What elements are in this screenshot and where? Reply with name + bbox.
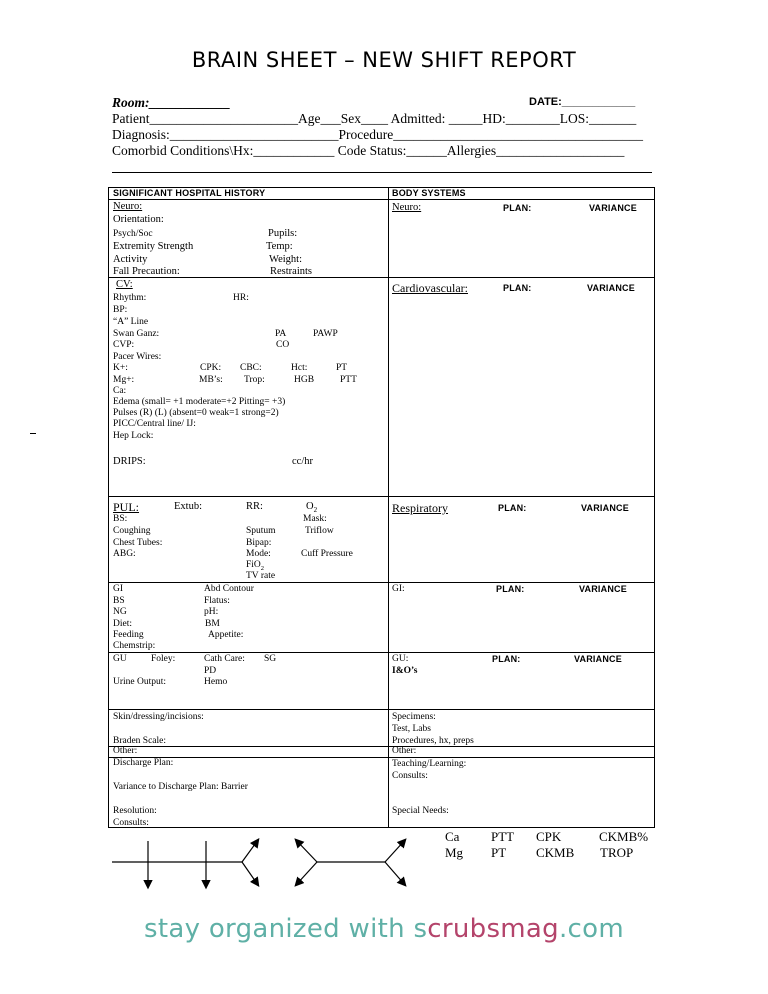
- cbc-label: CBC:: [240, 363, 262, 373]
- bp-label: BP:: [113, 305, 128, 315]
- fishbone-diagram: [100, 835, 420, 895]
- diet-label: Diet:: [113, 619, 132, 629]
- page-title: BRAIN SHEET – NEW SHIFT REPORT: [191, 48, 577, 72]
- variance-discharge-label: Variance to Discharge Plan: Barrier: [113, 782, 248, 792]
- chest-tubes-label: Chest Tubes:: [113, 538, 163, 548]
- pupils-label: Pupils:: [268, 228, 298, 239]
- sputum-label: Sputum: [246, 526, 276, 536]
- fishbone-bmp-branch-up: [242, 840, 258, 862]
- sg-label: SG: [264, 654, 277, 664]
- specimens-label: Specimens:: [392, 712, 436, 722]
- drips-label: DRIPS:: [113, 456, 146, 467]
- test-labs-label: Test, Labs: [392, 724, 431, 734]
- flatus-label: Flatus:: [204, 596, 230, 606]
- fishbone-cbc-left-up: [296, 840, 317, 862]
- mbs-label: MB’s:: [199, 375, 223, 385]
- pacer-label: Pacer Wires:: [113, 352, 162, 362]
- k-label: K+:: [113, 363, 128, 373]
- lab-ca: Ca: [445, 829, 460, 844]
- ca-label: Ca:: [113, 386, 127, 396]
- footer-watermark: stay organized with scrubsmag.com: [144, 914, 624, 944]
- other-left-label: Other:: [113, 746, 138, 756]
- column-heading-history: SIGNIFICANT HOSPITAL HISTORY: [113, 188, 266, 198]
- cvp-label: CVP:: [113, 340, 135, 350]
- procedures-label: Procedures, hx, preps: [392, 736, 474, 746]
- lab-ckmb: CKMB: [536, 845, 575, 860]
- bipap-label: Bipap:: [246, 538, 272, 548]
- restraints-label: Restraints: [270, 266, 312, 277]
- bm-label: BM: [205, 619, 220, 629]
- extremity-label: Extremity Strength: [113, 241, 194, 252]
- plan-label: PLAN:: [492, 654, 521, 664]
- respiratory-heading: Respiratory: [392, 501, 448, 515]
- variance-label: VARIANCE: [574, 654, 622, 664]
- variance-label: VARIANCE: [579, 584, 627, 594]
- co-label: CO: [276, 340, 290, 350]
- comorbid-line: Comorbid Conditions\Hx:____________ Code Status:______Allergies___________________: [112, 143, 625, 158]
- trop-label: Trop:: [244, 375, 265, 385]
- resolution-label: Resolution:: [113, 806, 157, 816]
- hct-label: Hct:: [291, 363, 308, 373]
- plan-label: PLAN:: [503, 283, 532, 293]
- fall-label: Fall Precaution:: [113, 266, 180, 277]
- ph-label: pH:: [204, 607, 219, 617]
- ng-label: NG: [113, 607, 127, 617]
- gi-label: GI: [113, 584, 124, 594]
- pulses-label: Pulses (R) (L) (absent=0 weak=1 strong=2): [113, 408, 279, 418]
- cpk-label: CPK:: [200, 363, 222, 373]
- margin-mark: [30, 433, 36, 434]
- skin-label: Skin/dressing/incisions:: [113, 712, 204, 722]
- cchr-label: cc/hr: [292, 456, 313, 467]
- aline-label: “A” Line: [113, 317, 149, 327]
- io-label: I&O’s: [392, 666, 418, 676]
- lab-ptt: PTT: [491, 829, 515, 844]
- swan-label: Swan Ganz:: [113, 329, 160, 339]
- rhythm-label: Rhythm:: [113, 293, 147, 303]
- neuro-heading: Neuro:: [113, 201, 143, 212]
- lab-mg: Mg: [445, 845, 464, 860]
- hemo-label: Hemo: [204, 677, 228, 687]
- foley-label: Foley:: [151, 654, 176, 664]
- cv-heading: CV:: [116, 279, 133, 290]
- gu-system-heading: GU:: [392, 654, 409, 664]
- gi-system-heading: GI:: [392, 584, 405, 594]
- diagnosis-line: Diagnosis:_________________________Procedure_____________________________________: [112, 127, 643, 142]
- teaching-label: Teaching/Learning:: [392, 759, 467, 769]
- column-heading-systems: BODY SYSTEMS: [392, 188, 466, 198]
- plan-label: PLAN:: [498, 503, 527, 513]
- room-field: Room:____________: [112, 95, 231, 110]
- extub-label: Extub:: [174, 501, 202, 512]
- pawp-label: PAWP: [313, 329, 338, 339]
- triflow-label: Triflow: [305, 526, 334, 536]
- variance-label: VARIANCE: [587, 283, 635, 293]
- neuro-system-heading: Neuro:: [392, 202, 422, 213]
- fishbone-cbc-right-up: [385, 840, 405, 862]
- appetite-label: Appetite:: [208, 630, 244, 640]
- lab-trop: TROP: [600, 845, 634, 860]
- heplock-label: Hep Lock:: [113, 431, 154, 441]
- gu-label: GU: [113, 654, 127, 664]
- consults-right-label: Consults:: [392, 771, 428, 781]
- other-right-label: Other:: [392, 746, 417, 756]
- plan-label: PLAN:: [503, 203, 532, 213]
- bs-label: BS:: [113, 514, 128, 524]
- special-needs-label: Special Needs:: [392, 806, 449, 816]
- plan-label: PLAN:: [496, 584, 525, 594]
- mask-label: Mask:: [303, 514, 327, 524]
- temp-label: Temp:: [266, 241, 293, 252]
- abg-label: ABG:: [113, 549, 136, 559]
- hgb-label: HGB: [294, 375, 315, 385]
- picc-label: PICC/Central line/ IJ:: [113, 419, 196, 429]
- gi-bs-label: BS: [113, 596, 125, 606]
- lab-cpk: CPK: [536, 829, 562, 844]
- feeding-label: Feeding: [113, 630, 144, 640]
- date-field: DATE:____________: [529, 96, 636, 108]
- braden-label: Braden Scale:: [113, 736, 167, 746]
- chemstrip-label: Chemstrip:: [113, 641, 156, 651]
- o2-label: $O_2$: [306, 501, 318, 515]
- rr-label: RR:: [246, 501, 263, 512]
- pa-label: PA: [275, 329, 287, 339]
- consults-left-label: Consults:: [113, 818, 149, 828]
- ptt-label: PTT: [340, 375, 357, 385]
- abd-label: Abd Contour: [204, 584, 254, 594]
- hr-label: HR:: [233, 293, 249, 303]
- cath-care-label: Cath Care:: [204, 654, 245, 664]
- discharge-label: Discharge Plan:: [113, 758, 174, 768]
- pt-label: PT: [336, 363, 348, 373]
- variance-label: VARIANCE: [581, 503, 629, 513]
- fishbone-cbc-right-down: [385, 862, 405, 885]
- orientation-label: Orientation:: [113, 214, 164, 225]
- fishbone-cbc-left-down: [296, 862, 317, 885]
- blank-line: [112, 172, 652, 173]
- fio2-label: FiO$_2$: [246, 560, 265, 572]
- edema-label: Edema (small= +1 moderate=+2 Pitting= +3): [113, 397, 286, 407]
- weight-label: Weight:: [269, 254, 302, 265]
- mg-label: Mg+:: [113, 375, 135, 385]
- pd-label: PD: [204, 666, 217, 676]
- urine-output-label: Urine Output:: [113, 677, 167, 687]
- fishbone-bmp-branch-down: [242, 862, 258, 885]
- cardiovascular-heading: Cardiovascular:: [392, 281, 468, 295]
- tv-label: TV rate: [246, 571, 276, 581]
- lab-ckmb-pct: CKMB%: [599, 829, 649, 844]
- patient-line: Patient______________________Age___Sex____ Admitted: _____HD:________LOS:_______: [112, 111, 637, 126]
- mode-label: Mode:: [246, 549, 271, 559]
- cuff-label: Cuff Pressure: [301, 549, 353, 559]
- psych-label: Psych/Soc: [113, 229, 153, 239]
- activity-label: Activity: [113, 254, 148, 265]
- coughing-label: Coughing: [113, 526, 151, 536]
- pul-heading: PUL:: [113, 500, 140, 514]
- variance-label: VARIANCE: [589, 203, 637, 213]
- lab-pt: PT: [491, 845, 507, 860]
- column-divider: [388, 187, 389, 828]
